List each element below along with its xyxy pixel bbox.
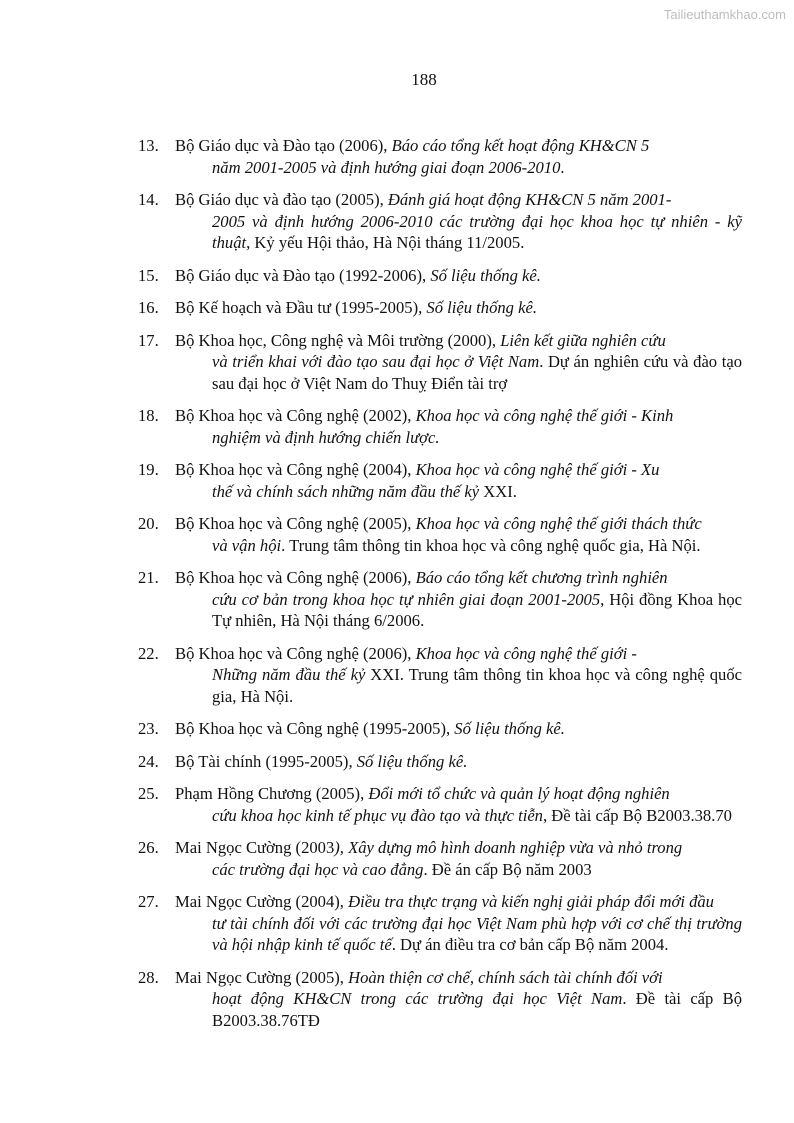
reference-title-text: Liên kết giữa nghiên cứu bbox=[500, 330, 666, 350]
reference-continuation bbox=[175, 351, 742, 394]
reference-title-text: 2005 và định hướng 2006-2010 các trường đại học khoa học tự nhiên - bbox=[212, 211, 728, 231]
reference-first-line bbox=[175, 837, 742, 859]
reference-text: Bộ Khoa học và Công nghệ (2006), bbox=[175, 568, 416, 587]
reference-text: Mai Ngọc Cường (2005), bbox=[175, 967, 349, 987]
reference-continuation bbox=[175, 481, 742, 503]
reference-item bbox=[138, 405, 742, 448]
reference-text: , Đề tài cấp Bộ B2003.38.70 bbox=[542, 805, 732, 825]
reference-number: 15. bbox=[138, 265, 159, 285]
reference-item bbox=[138, 837, 742, 880]
reference-item bbox=[138, 967, 742, 1032]
reference-number: 13. bbox=[138, 136, 159, 155]
reference-title-text: Khoa học và công nghệ thế giới - bbox=[415, 643, 637, 663]
reference-text: Bộ Khoa học và Công nghệ (2002), bbox=[175, 406, 416, 425]
reference-continuation bbox=[175, 859, 742, 881]
reference-item bbox=[138, 513, 742, 556]
reference-title-text: Đánh giá hoạt động KH&CN 5 năm 2001- bbox=[387, 190, 672, 209]
reference-number: 28. bbox=[138, 967, 159, 987]
reference-title-text: Số liệu thống kê. bbox=[426, 298, 537, 317]
reference-text: Bộ Kế hoạch và Đầu tư (1995-2005), bbox=[175, 298, 427, 317]
reference-item bbox=[138, 718, 742, 740]
reference-title-text: cứu cơ bản trong khoa học tự nhiên giai đoạn 2001-2005 bbox=[212, 589, 601, 609]
reference-first-line bbox=[175, 265, 742, 287]
reference-number: 23. bbox=[138, 719, 159, 738]
reference-first-line bbox=[175, 643, 742, 665]
reference-text: . Đề tài cấp Bộ B2003.38.76TĐ bbox=[212, 989, 742, 1030]
reference-continuation bbox=[175, 913, 742, 956]
reference-title-text: ), Xây dựng mô hình doanh nghiệp vừa và nhỏ trong bbox=[334, 838, 683, 857]
reference-number: 25. bbox=[138, 784, 159, 803]
reference-first-line bbox=[175, 967, 742, 989]
reference-text: Bộ Giáo dục và đào tạo (2005), bbox=[175, 190, 388, 209]
reference-first-line bbox=[175, 189, 742, 211]
reference-title-text: Đổi mới tổ chức và quản lý hoạt động nghiên bbox=[368, 784, 670, 803]
reference-first-line bbox=[175, 751, 742, 773]
reference-item bbox=[138, 189, 742, 254]
reference-title-text: và vận hội bbox=[212, 535, 282, 555]
reference-text: . bbox=[560, 157, 565, 177]
reference-text: Bộ Khoa học và Công nghệ (2005), bbox=[175, 514, 416, 533]
reference-first-line bbox=[175, 405, 742, 427]
reference-title-text: Điều tra thực trạng và kiến nghị giải pháp đổi mới đầu bbox=[348, 892, 714, 911]
reference-item bbox=[138, 567, 742, 632]
reference-title-text: Khoa học và công nghệ thế giới thách thức bbox=[415, 514, 702, 533]
reference-continuation bbox=[175, 211, 742, 254]
reference-title-text: kỹ thuật bbox=[212, 211, 742, 252]
reference-title-text: Số liệu thống kê. bbox=[454, 719, 565, 738]
reference-title-text: Hoàn thiện cơ chế, chính sách tài chính đối với bbox=[348, 967, 663, 987]
reference-list bbox=[138, 135, 742, 1042]
reference-text: Bộ Khoa học và Công nghệ (2004), bbox=[175, 460, 416, 479]
reference-item bbox=[138, 297, 742, 319]
reference-number: 19. bbox=[138, 460, 159, 479]
reference-item bbox=[138, 459, 742, 502]
reference-number: 17. bbox=[138, 330, 159, 350]
reference-text: , Hội đồng Khoa học Tự nhiên, Hà Nội tháng 6/2006. bbox=[212, 589, 742, 630]
page-number: 188 bbox=[411, 70, 437, 89]
reference-text: Bộ Khoa học và Công nghệ (2006), bbox=[175, 643, 416, 663]
reference-item bbox=[138, 135, 742, 178]
reference-number: 18. bbox=[138, 406, 159, 425]
reference-first-line bbox=[175, 783, 742, 805]
reference-continuation bbox=[175, 988, 742, 1031]
reference-title-text: Những năm đầu thế kỷ bbox=[212, 665, 371, 684]
reference-first-line bbox=[175, 513, 742, 535]
reference-number: 26. bbox=[138, 838, 159, 857]
reference-title-text: các trường đại học và cao đẳng bbox=[212, 859, 424, 879]
reference-title-text: Khoa học và công nghệ thế giới - Kinh bbox=[415, 406, 674, 425]
reference-text: Bộ Tài chính (1995-2005), bbox=[175, 751, 357, 771]
reference-text: Phạm Hồng Chương (2005), bbox=[175, 784, 369, 803]
reference-item bbox=[138, 783, 742, 826]
reference-item bbox=[138, 265, 742, 287]
reference-title-text: Số liệu thống kê. bbox=[430, 265, 541, 285]
reference-title-text: cứu khoa học kinh tế phục vụ đào tạo và thực tiễn bbox=[212, 805, 543, 825]
reference-text: . Dự án nghiên cứu và đào tạo sau đại học ở Việt Nam do Thuỵ Điển tài trợ bbox=[212, 352, 742, 393]
reference-title-text: tư tài chính đối với các trường đại học Việt Nam phù hợp với cơ chế thị trường và hội nhập kinh tế quốc tế bbox=[212, 913, 742, 954]
reference-number: 14. bbox=[138, 190, 159, 209]
reference-first-line bbox=[175, 567, 742, 589]
reference-continuation bbox=[175, 589, 742, 632]
reference-number: 16. bbox=[138, 298, 159, 317]
reference-title-text: và triển khai với đào tạo sau đại học ở Việt Nam bbox=[212, 352, 540, 371]
reference-title-text: nghiệm và định hướng chiến lược. bbox=[212, 427, 440, 447]
reference-continuation bbox=[175, 805, 742, 827]
reference-continuation bbox=[175, 535, 742, 557]
reference-title-text: thế và chính sách những năm đầu thế kỷ bbox=[212, 481, 484, 501]
reference-text: XXI. bbox=[483, 481, 517, 501]
reference-title-text: Báo cáo tổng kết hoạt động KH&CN 5 bbox=[391, 136, 650, 155]
reference-text: Bộ Giáo dục và Đào tạo (1992-2006), bbox=[175, 265, 431, 285]
reference-first-line bbox=[175, 718, 742, 740]
reference-text: Mai Ngọc Cường (2003 bbox=[175, 838, 335, 857]
reference-first-line bbox=[175, 330, 742, 352]
reference-item bbox=[138, 643, 742, 708]
reference-number: 27. bbox=[138, 892, 159, 911]
watermark: Tailieuthamkhao.com bbox=[663, 7, 786, 22]
reference-title-text: hoạt động KH&CN trong các trường đại học Việt Nam bbox=[212, 989, 623, 1008]
reference-text: . Đề án cấp Bộ năm 2003 bbox=[423, 859, 592, 879]
reference-item bbox=[138, 751, 742, 773]
reference-item bbox=[138, 330, 742, 395]
reference-number: 21. bbox=[138, 568, 159, 587]
reference-item bbox=[138, 891, 742, 956]
reference-first-line bbox=[175, 135, 742, 157]
reference-number: 24. bbox=[138, 751, 159, 771]
reference-text: . Dự án điều tra cơ bản cấp Bộ năm 2004. bbox=[391, 935, 669, 954]
reference-continuation bbox=[175, 664, 742, 707]
reference-continuation bbox=[175, 157, 742, 179]
reference-number: 22. bbox=[138, 643, 159, 663]
reference-title-text: Khoa học và công nghệ thế giới - Xu bbox=[415, 460, 660, 479]
reference-text: Bộ Khoa học và Công nghệ (1995-2005), bbox=[175, 719, 455, 738]
reference-text: Mai Ngọc Cường (2004), bbox=[175, 892, 349, 911]
reference-text: Bộ Giáo dục và Đào tạo (2006), bbox=[175, 136, 392, 155]
reference-text: . Trung tâm thông tin khoa học và công nghệ quốc gia, Hà Nội. bbox=[281, 535, 701, 555]
reference-continuation bbox=[175, 427, 742, 449]
reference-first-line bbox=[175, 891, 742, 913]
reference-first-line bbox=[175, 297, 742, 319]
reference-text: XXI. Trung tâm thông tin khoa học và công nghệ quốc gia, Hà Nội. bbox=[212, 665, 742, 706]
reference-number: 20. bbox=[138, 514, 159, 533]
reference-first-line bbox=[175, 459, 742, 481]
reference-title-text: Báo cáo tổng kết chương trình nghiên bbox=[415, 568, 668, 587]
reference-title-text: Số liệu thống kê. bbox=[356, 751, 468, 771]
reference-text: , Kỷ yếu Hội thảo, Hà Nội tháng 11/2005. bbox=[246, 233, 525, 252]
reference-text: Bộ Khoa học, Công nghệ và Môi trường (2000), bbox=[175, 330, 501, 350]
reference-title-text: năm 2001-2005 và định hướng giai đoạn 2006-2010 bbox=[212, 157, 561, 177]
